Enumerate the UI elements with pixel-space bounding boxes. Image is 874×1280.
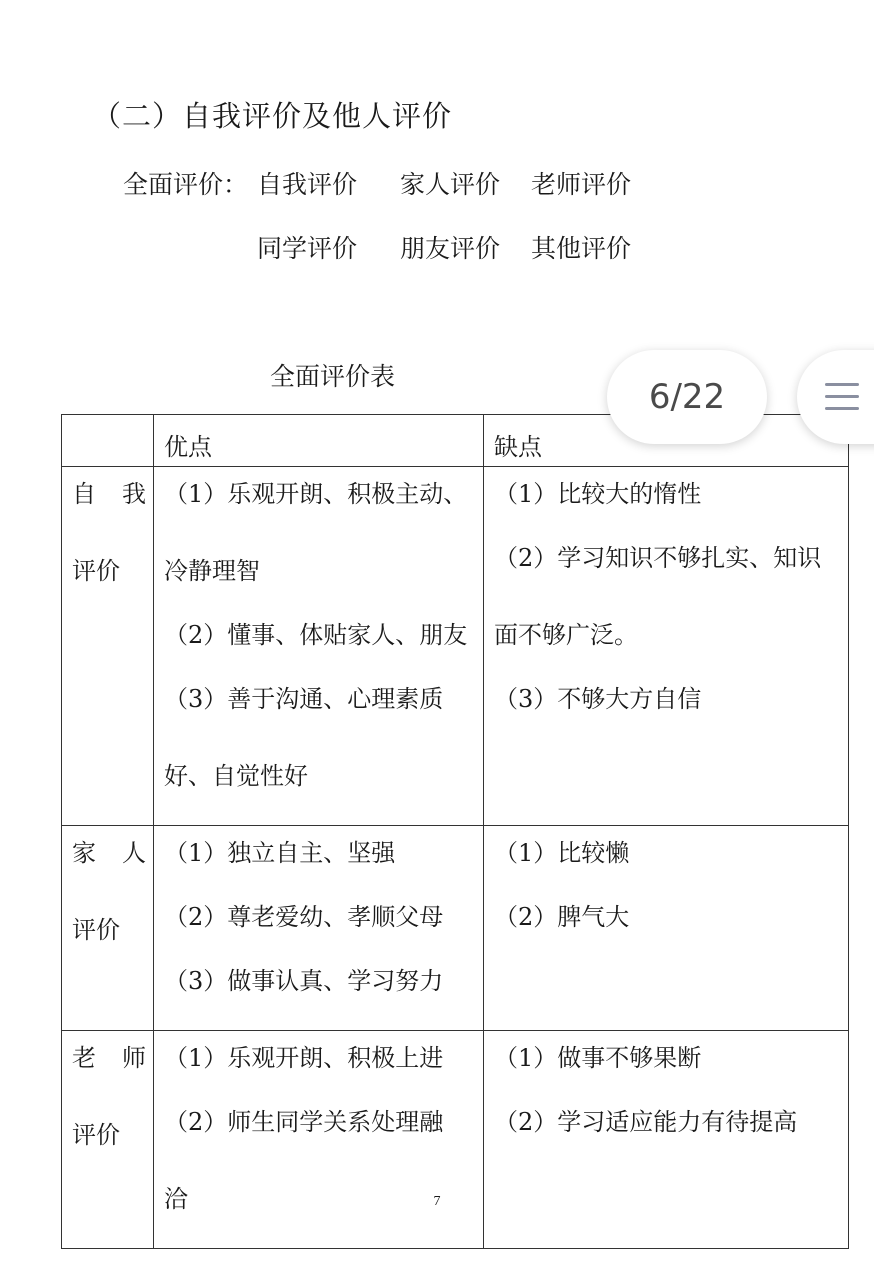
header-cons: 缺点 xyxy=(484,415,849,467)
pros-item: （1）独立自主、坚强 xyxy=(164,839,396,867)
header-corner xyxy=(62,415,154,467)
table-title: 全面评价表 xyxy=(270,362,396,391)
overview-self: 自我评价 xyxy=(257,170,358,199)
cons-item: （3）不够大方自信 xyxy=(494,685,702,713)
overview-other: 其他评价 xyxy=(531,234,632,263)
cons-item: （2）学习知识不够扎实、知识 面不够广泛。 xyxy=(494,544,822,649)
overview-classmate: 同学评价 xyxy=(257,234,358,263)
row-label-teacher: 老 师 评价 xyxy=(62,1031,154,1249)
page-indicator-label: 6/22 xyxy=(648,377,726,417)
row-label-family: 家 人 评价 xyxy=(62,826,154,1031)
cons-item: （2）脾气大 xyxy=(494,903,630,931)
pros-cell xyxy=(154,1031,484,1249)
table-row xyxy=(62,826,849,1031)
cons-item: （1）比较大的惰性 xyxy=(494,480,702,508)
pros-cell xyxy=(154,826,484,1031)
overview-family: 家人评价 xyxy=(400,170,501,199)
cons-cell xyxy=(484,1031,849,1249)
pros-item: （1）乐观开朗、积极上进 xyxy=(164,1044,444,1072)
pros-item: （3）善于沟通、心理素质 好、自觉性好 xyxy=(164,685,444,790)
page-number: 7 xyxy=(433,1194,441,1209)
overview-label: 全面评价： xyxy=(123,170,249,199)
cons-item: （1）比较懒 xyxy=(494,839,630,867)
table-row xyxy=(62,1031,849,1249)
row-label-self: 自 我 评价 xyxy=(62,467,154,826)
table-row xyxy=(62,467,849,826)
pros-item: （2）师生同学关系处理融 洽 xyxy=(164,1108,444,1213)
cons-cell xyxy=(484,467,849,826)
cons-item: （1）做事不够果断 xyxy=(494,1044,702,1072)
pros-item: （2）懂事、体贴家人、朋友 xyxy=(164,621,468,649)
header-pros: 优点 xyxy=(154,415,484,467)
pros-cell xyxy=(154,467,484,826)
pros-item: （2）尊老爱幼、孝顺父母 xyxy=(164,903,444,931)
cons-item: （2）学习适应能力有待提高 xyxy=(494,1108,798,1136)
overview-friend: 朋友评价 xyxy=(400,234,501,263)
cons-cell xyxy=(484,826,849,1031)
page-indicator-button[interactable] xyxy=(607,350,767,444)
overview-teacher: 老师评价 xyxy=(531,170,632,199)
evaluation-table xyxy=(61,414,849,1249)
pros-item: （3）做事认真、学习努力 xyxy=(164,967,444,995)
pros-item: （1）乐观开朗、积极主动、 冷静理智 xyxy=(164,480,468,585)
section-heading: （二）自我评价及他人评价 xyxy=(92,99,453,133)
